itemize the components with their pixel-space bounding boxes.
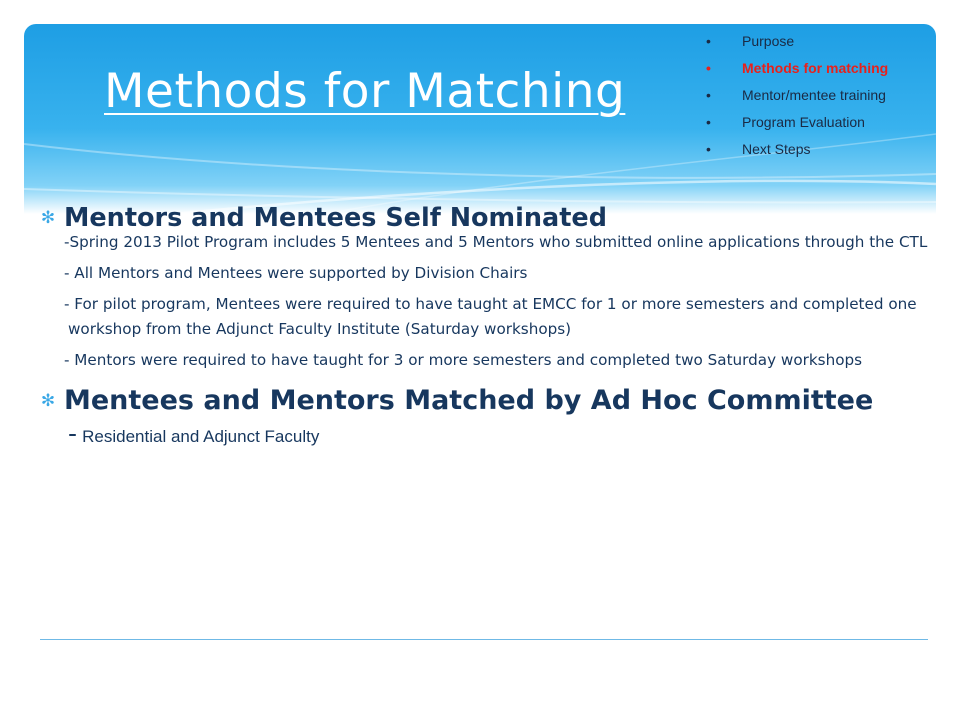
section-nav	[706, 28, 888, 163]
bullet-sub-item: - For pilot program, Mentees were required to have taught at EMCC for 1 or more semesters and completed one workshop from the Adjunct Faculty Institute (Saturday workshops)	[64, 295, 917, 338]
bullet-sub-item: -Spring 2013 Pilot Program includes 5 Mentees and 5 Mentors who submitted online applications through the CTL	[64, 233, 928, 251]
sub-item-text: Residential and Adjunct Faculty	[82, 427, 320, 446]
page-title: Methods for Matching	[104, 64, 626, 119]
footer-divider	[40, 639, 928, 640]
bullet-sub-item: - All Mentors and Mentees were supported by Division Chairs	[64, 264, 528, 282]
bullet-ad-hoc-committee	[38, 383, 933, 448]
nav-item-mentor-mentee-training[interactable]: • Mentor/mentee training	[706, 82, 888, 109]
nav-item-next-steps[interactable]: • Next Steps	[706, 136, 888, 163]
bullet-heading: Mentors and Mentees Self Nominated	[64, 203, 607, 233]
bullet-self-nominated	[38, 200, 933, 373]
slide-content	[38, 200, 933, 448]
nav-item-program-evaluation[interactable]: • Program Evaluation	[706, 109, 888, 136]
sub-item-dash: -	[68, 419, 78, 448]
nav-item-purpose[interactable]: • Purpose	[706, 28, 888, 55]
nav-item-methods-for-matching[interactable]: • Methods for matching	[706, 55, 888, 82]
asterisk-bullet-icon: ✻	[40, 208, 56, 228]
bullet-sub-item: - Mentors were required to have taught for 3 or more semesters and completed two Saturday workshops	[64, 351, 863, 369]
asterisk-bullet-icon: ✻	[40, 391, 56, 411]
bullet-heading: Mentees and Mentors Matched by Ad Hoc Committee	[64, 385, 874, 416]
bullet-sub-item	[64, 419, 933, 448]
